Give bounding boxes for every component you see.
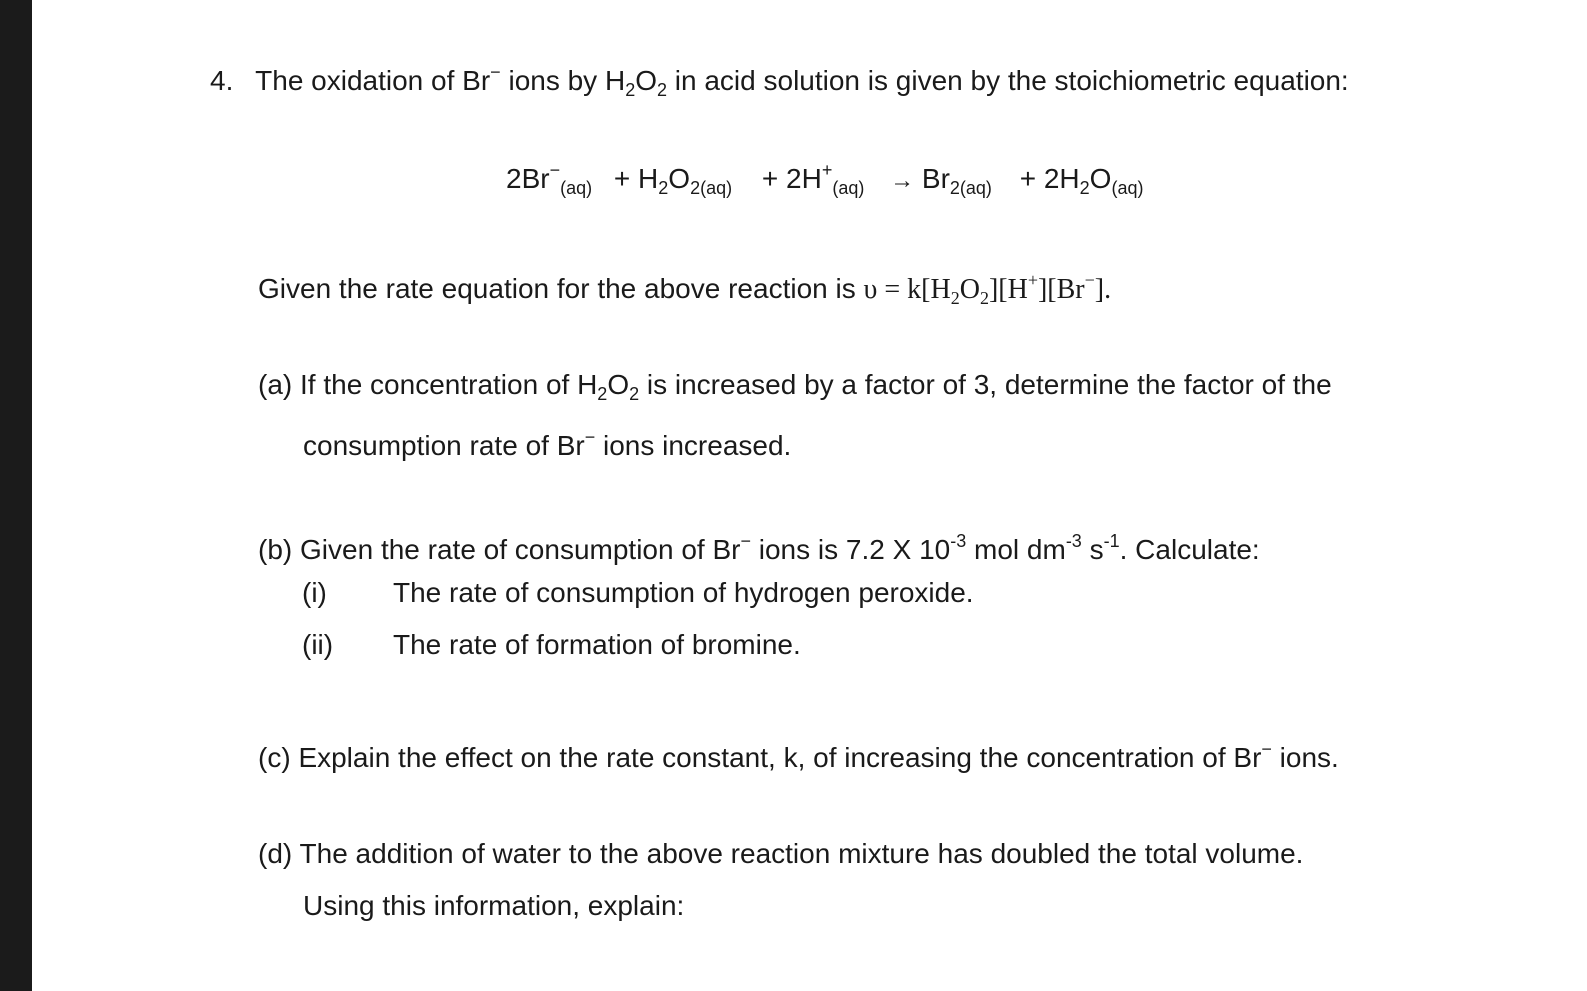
part-d-line1: (d) The addition of water to the above reaction mixture has doubled the total volume. xyxy=(258,838,1304,869)
part-a-label: (a) xyxy=(258,369,293,400)
question-intro: 4. The oxidation of Br− ions by $H_2O_2$ in acid solution is given by the stoichiometric equation: xyxy=(210,62,1349,100)
part-b-item-i-label: (i) xyxy=(302,577,327,608)
rate-equation-line: Given the rate equation for the above reaction is $\upsilon = k[H_2O_2][H^+][Br^-]$. xyxy=(258,270,1112,308)
eq-term-peroxide: $H_2O_{2(aq)}$ xyxy=(638,163,733,198)
part-b-item-i-text: The rate of consumption of hydrogen peroxide. xyxy=(393,577,974,608)
part-d-line2: Using this information, explain: xyxy=(303,890,685,921)
part-a-line2: consumption rate of Br− ions increased. xyxy=(303,427,792,461)
eq-term-hydrogen-ion: $2H^+_{(aq)}$ xyxy=(786,160,865,198)
rate-equation-formula: $\upsilon = k[H_2O_2][H^+][Br^-]$. xyxy=(863,270,1112,308)
part-b-label: (b) xyxy=(258,534,293,565)
part-a-line1: (a) If the concentration of $H_2O_2$ is increased by a factor of 3, determine the factor of the xyxy=(258,369,1332,404)
reaction-arrow-icon: → xyxy=(890,168,915,194)
part-b-line: (b) Given the rate of consumption of Br− ions is 7.2 X $10^{-3}$ mol $dm^{-3}$ $s^{-1}$. Calculate: xyxy=(258,531,1260,565)
part-b-item-ii-text: The rate of formation of bromine. xyxy=(393,629,801,660)
stoichiometric-equation: $2Br^-_{(aq)} + H_2O_{2(aq)} + 2H^+_{(aq)} \to Br_{2(aq)} + 2H_2O_{(aq)}$ xyxy=(506,160,1144,198)
part-b-item-ii-label: (ii) xyxy=(302,629,334,660)
part-c-line: (c) Explain the effect on the rate constant, k, of increasing the concentration of Br− ions. xyxy=(258,739,1339,773)
part-c-label: (c) xyxy=(258,742,291,773)
eq-term-water: $2H_2O_{(aq)}$ xyxy=(1043,163,1144,198)
eq-term-bromine: $Br_{2(aq)}$ xyxy=(921,163,992,198)
question-number: 4. xyxy=(210,65,234,96)
left-dark-border xyxy=(0,0,32,991)
eq-term-bromide: $2Br^-_{(aq)}$ xyxy=(506,160,593,198)
part-d-label: (d) xyxy=(258,838,293,869)
